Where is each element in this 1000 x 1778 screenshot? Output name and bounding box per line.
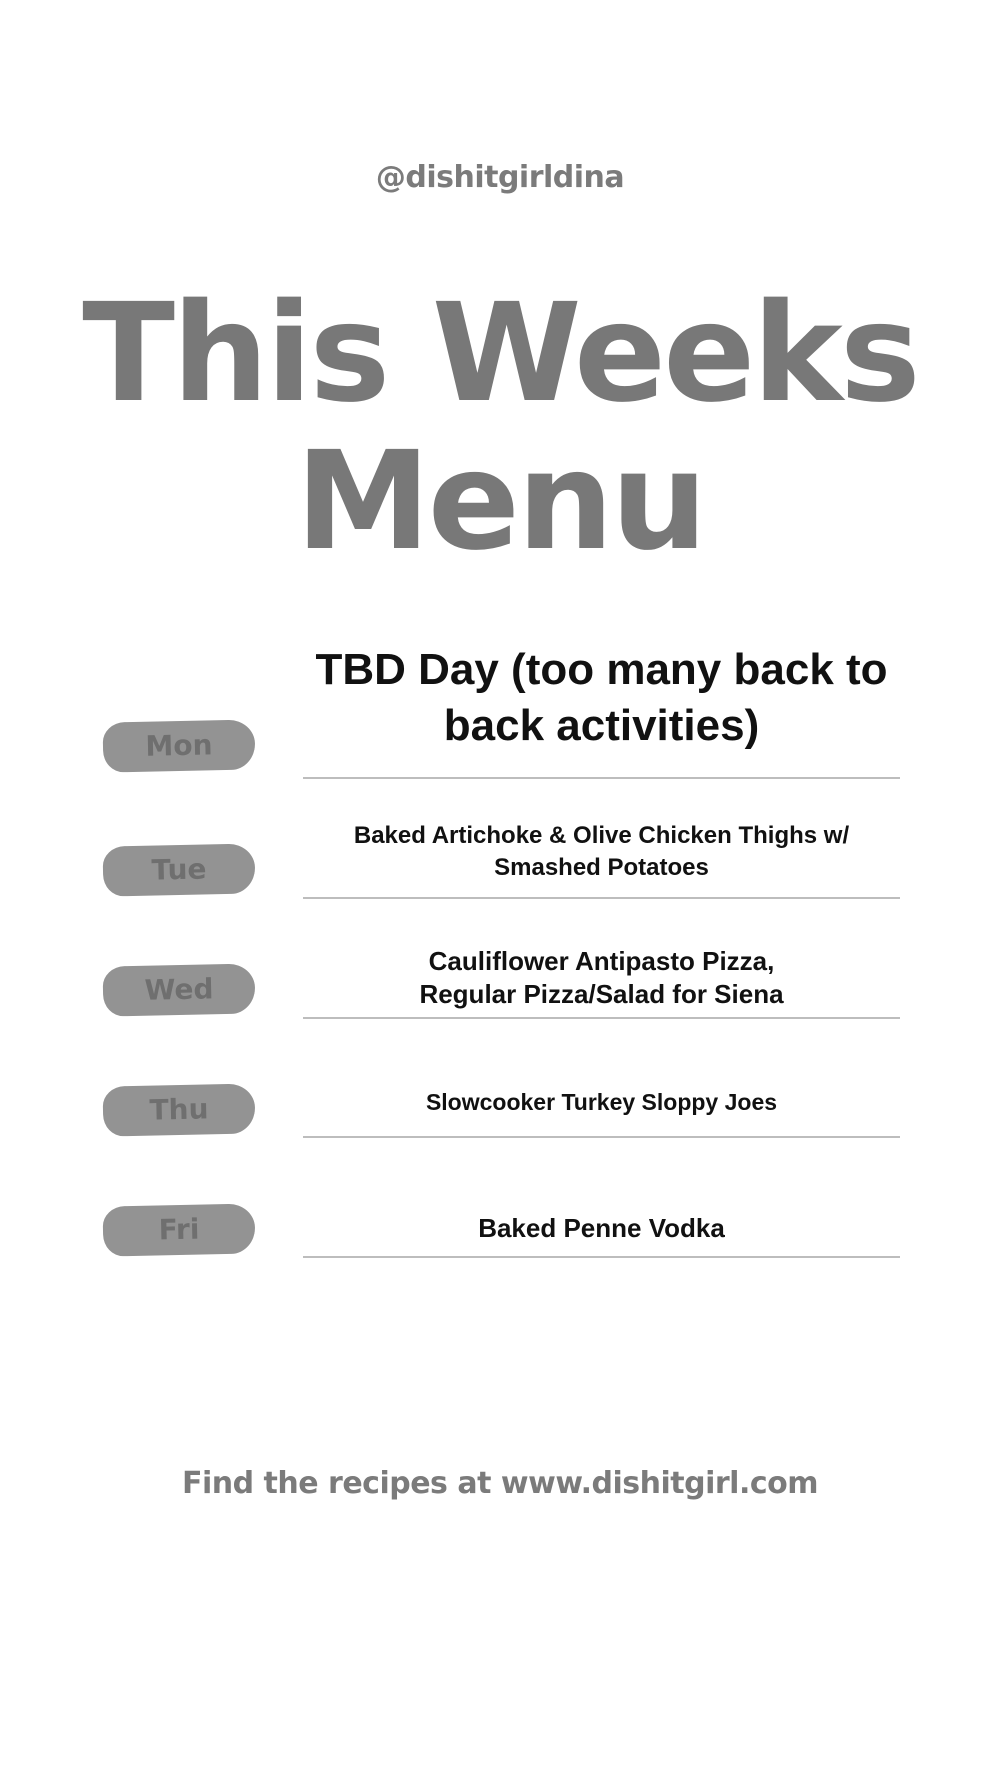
meal-wed (303, 945, 900, 1011)
meal-mon-line-1: TBD Day (too many back to (315, 645, 888, 694)
title-line-1: This Weeks (82, 275, 918, 433)
day-badge-wed: Wed (102, 963, 255, 1016)
meal-mon-line-2: back activities) (443, 701, 760, 750)
meal-fri (303, 1211, 900, 1245)
meal-fri-line-1: Baked Penne Vodka (478, 1213, 725, 1243)
meal-mon (303, 642, 900, 754)
divider-mon (303, 777, 900, 779)
title-line-2: Menu (295, 423, 705, 581)
meal-tue-line-1: Baked Artichoke & Olive Chicken Thighs w/ (353, 822, 850, 849)
meal-wed-line-1: Cauliflower Antipasto Pizza, (428, 946, 775, 976)
divider-thu (303, 1136, 900, 1138)
divider-wed (303, 1017, 900, 1019)
divider-tue (303, 897, 900, 899)
meal-thu (303, 1087, 900, 1117)
meal-wed-line-2: Regular Pizza/Salad for Siena (419, 979, 784, 1009)
handle-text: @dishitgirldina (375, 160, 625, 195)
day-badge-thu: Thu (102, 1083, 255, 1136)
footer-recipes-link[interactable]: Find the recipes at www.dishitgirl.com (181, 1466, 818, 1501)
day-badge-fri: Fri (102, 1203, 255, 1256)
day-badge-mon: Mon (102, 719, 255, 772)
page-title (0, 275, 1000, 581)
divider-fri (303, 1256, 900, 1258)
meal-tue-line-2: Smashed Potatoes (494, 854, 709, 881)
meal-tue (303, 820, 900, 884)
day-badge-tue: Tue (102, 843, 255, 896)
meal-thu-line-1: Slowcooker Turkey Sloppy Joes (425, 1089, 778, 1115)
